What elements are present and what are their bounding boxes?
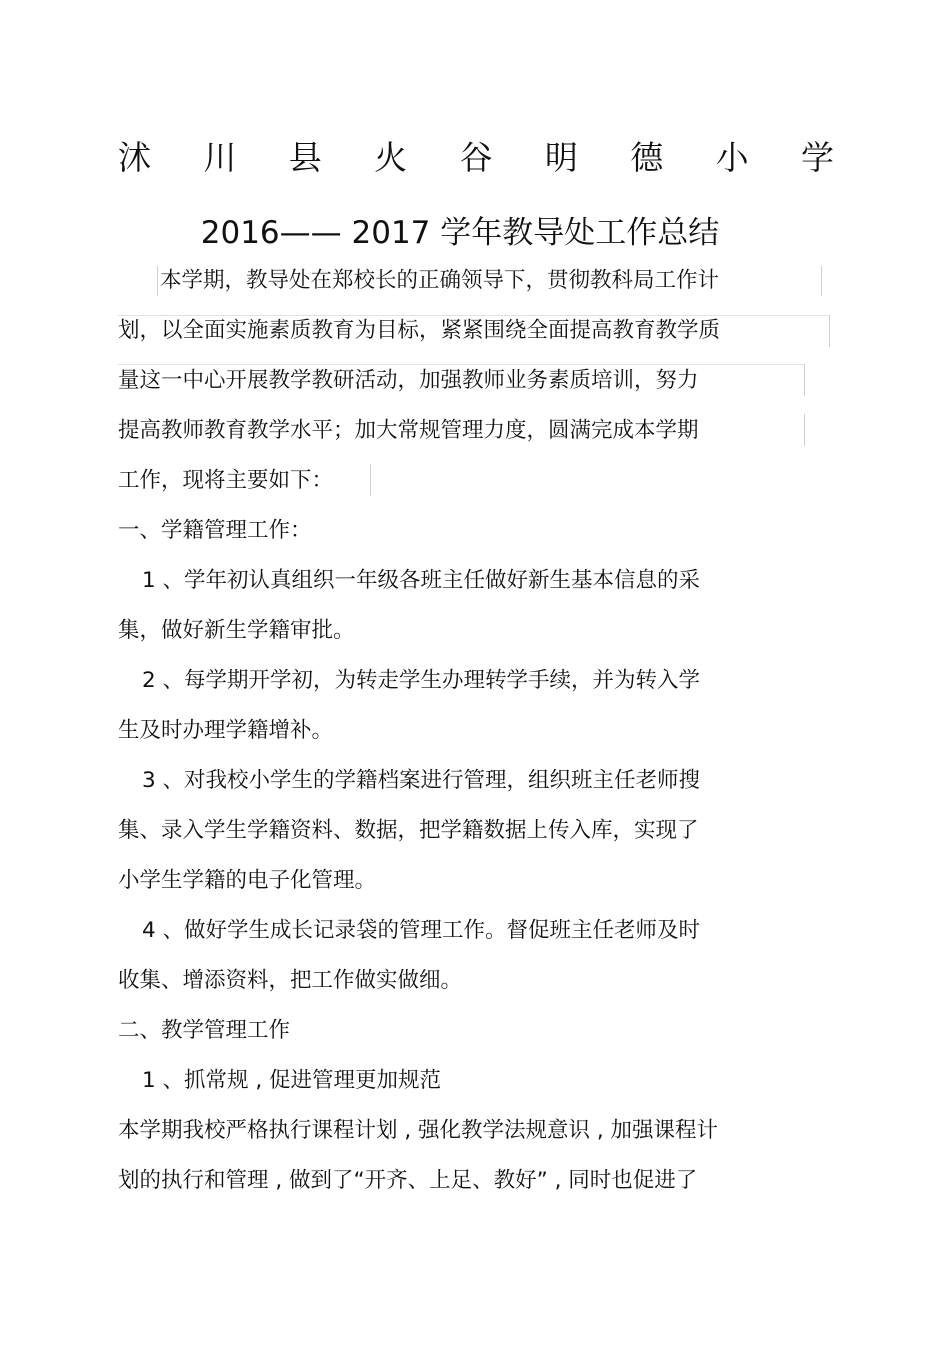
border-line (370, 464, 371, 496)
section-heading: 一、学籍管理工作： (118, 518, 312, 543)
title-char: 县 (288, 138, 322, 177)
paragraph-line: 集，做好新生学籍审批。 (118, 618, 355, 643)
border-line (157, 266, 158, 296)
paragraph-line: 收集、增添资料，把工作做实做细。 (118, 968, 463, 993)
paragraph-line: 生及时办理学籍增补。 (118, 718, 334, 743)
list-item: 2 、每学期开学初，为转走学生办理转学手续，并为转入学 (142, 668, 701, 693)
paragraph-line: 小学生学籍的电子化管理。 (118, 868, 377, 893)
title-char: 火 (374, 138, 408, 177)
paragraph-line: 本学期我校严格执行课程计划 , 强化教学法规意识 , 加强课程计 (118, 1118, 719, 1143)
paragraph-line: 划，以全面实施素质教育为目标，紧紧围绕全面提高教育教学质 (118, 318, 721, 343)
list-item: 1 、学年初认真组织一年级各班主任做好新生基本信息的采 (142, 568, 701, 593)
paragraph-line: 本学期，教导处在郑校长的正确领导下，贯彻教科局工作计 (160, 268, 720, 293)
school-name-title (118, 136, 834, 180)
border-line (804, 364, 805, 396)
title-char: 川 (203, 138, 237, 177)
section-heading: 二、教学管理工作 (118, 1018, 291, 1043)
border-line (804, 414, 805, 446)
title-char: 学 (801, 138, 834, 177)
list-item: 1 、抓常规 , 促进管理更加规范 (142, 1068, 442, 1093)
paragraph-line: 集、录入学生学籍资料、数据，把学籍数据上传入库，实现了 (118, 818, 699, 843)
title-char: 德 (630, 138, 664, 177)
title-char: 明 (544, 138, 578, 177)
paragraph-line: 提高教师教育教学水平；加大常规管理力度，圆满完成本学期 (118, 418, 699, 443)
title-char: 谷 (459, 138, 493, 177)
title-char: 小 (715, 138, 749, 177)
border-line (829, 315, 830, 347)
paragraph-line: 划的执行和管理 , 做到了“开齐、上足、教好” , 同时也促进了 (118, 1168, 698, 1193)
title-char: 沭 (118, 138, 151, 177)
paragraph-line: 量这一中心开展教学教研活动，加强教师业务素质培训，努力 (118, 368, 699, 393)
list-item: 3 、对我校小学生的学籍档案进行管理，组织班主任老师搜 (142, 768, 701, 793)
border-line (118, 364, 804, 365)
report-title: 2016—— 2017 学年教导处工作总结 (200, 215, 720, 251)
list-item: 4 、做好学生成长记录袋的管理工作。督促班主任老师及时 (142, 918, 701, 943)
border-line (821, 266, 822, 296)
paragraph-line: 工作，现将主要如下： (118, 468, 334, 493)
